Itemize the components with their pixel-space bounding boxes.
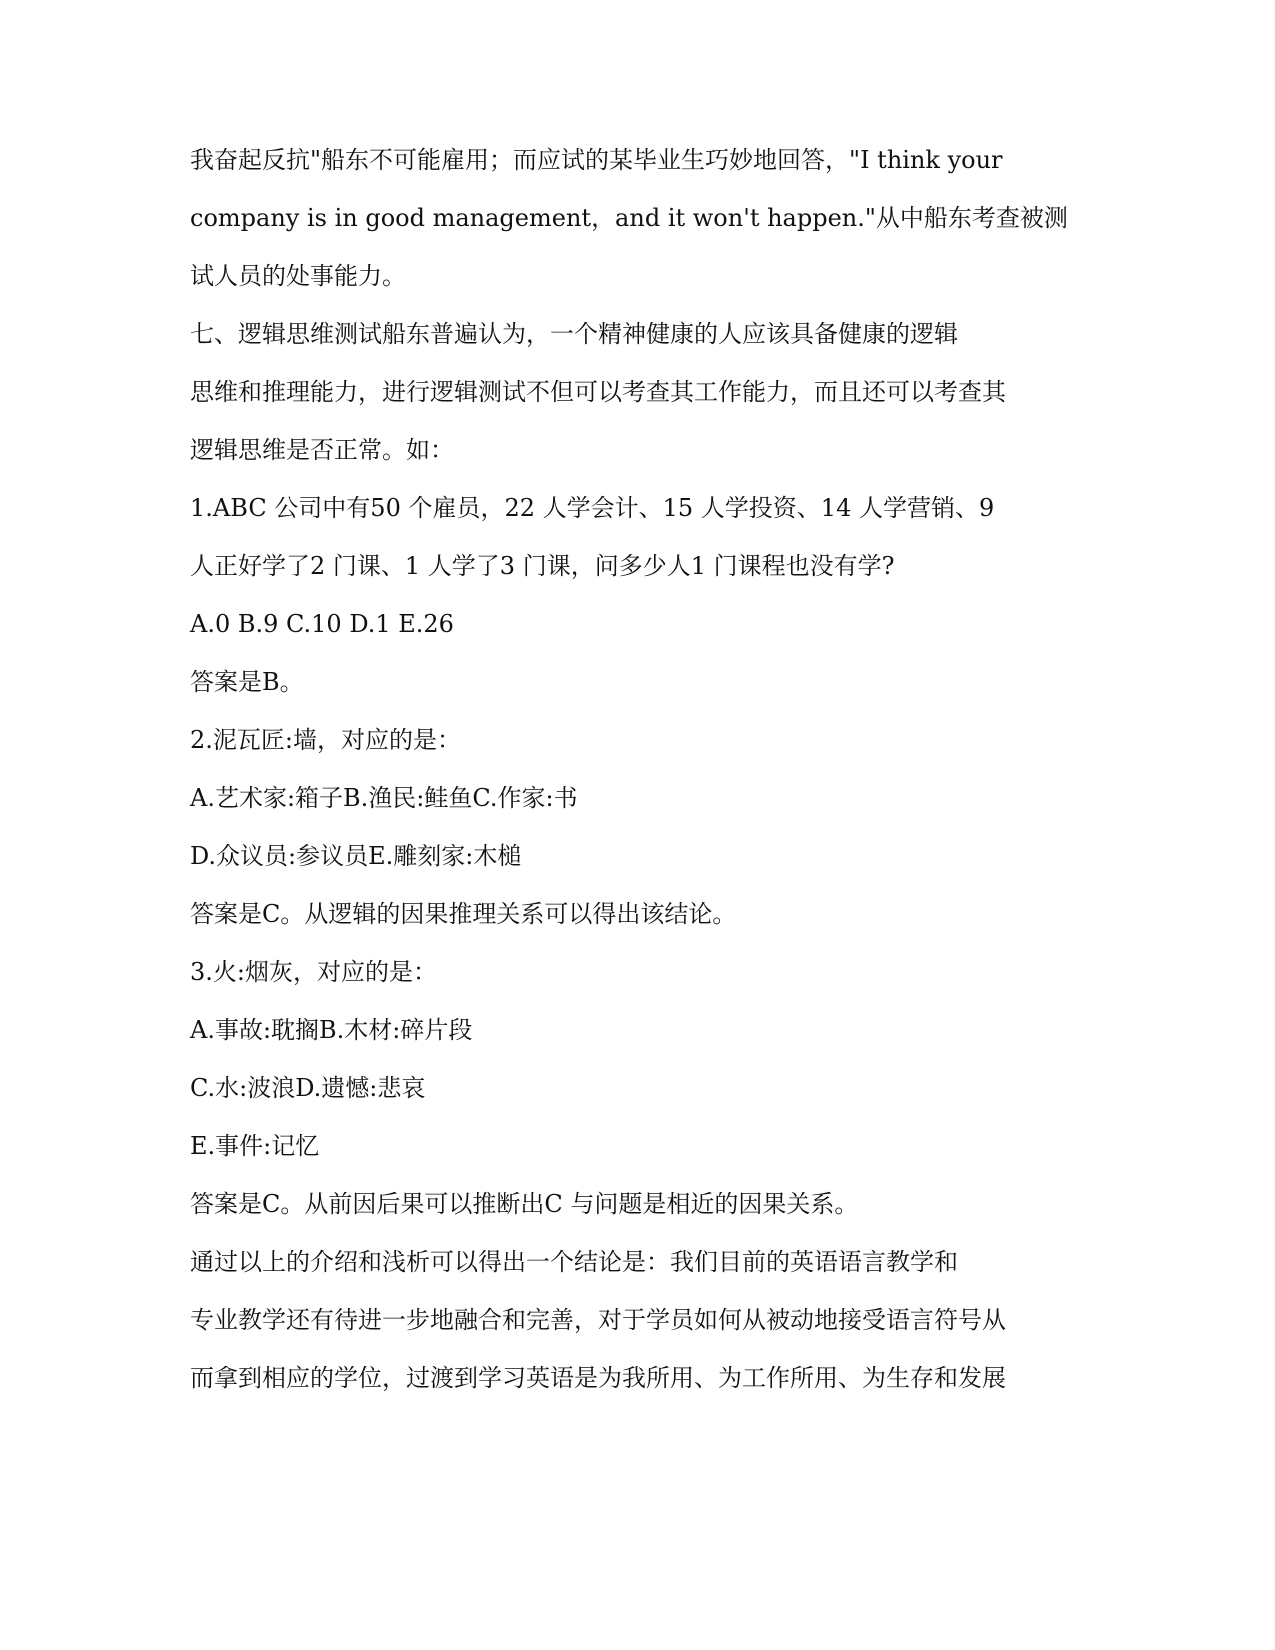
question-line: 人正好学了2 门课、1 人学了3 门课，问多少人1 门课程也没有学? xyxy=(190,552,895,580)
answer-line: 答案是C。从前因后果可以推断出C 与问题是相近的因果关系。 xyxy=(190,1190,859,1218)
options-line: C.水:波浪D.遗憾:悲哀 xyxy=(190,1074,426,1102)
options-line: A.艺术家:箱子B.渔民:鲑鱼C.作家:书 xyxy=(190,784,578,812)
answer-line: 答案是B。 xyxy=(190,668,304,696)
options-line: D.众议员:参议员E.雕刻家:木槌 xyxy=(190,842,522,870)
paragraph-line: 逻辑思维是否正常。如： xyxy=(190,436,454,464)
paragraph-line: company is in good management，and it won't happen."从中船东考查被测 xyxy=(190,204,1068,232)
paragraph-line: 通过以上的介绍和浅析可以得出一个结论是：我们目前的英语语言教学和 xyxy=(190,1248,958,1276)
options-line: E.事件:记忆 xyxy=(190,1132,320,1160)
paragraph-line: 我奋起反抗"船东不可能雇用；而应试的某毕业生巧妙地回答，"I think your xyxy=(190,146,1003,174)
section-heading-line: 七、逻辑思维测试船东普遍认为，一个精神健康的人应该具备健康的逻辑 xyxy=(190,320,958,348)
paragraph-line: 而拿到相应的学位，过渡到学习英语是为我所用、为工作所用、为生存和发展 xyxy=(190,1364,1006,1392)
paragraph-line: 思维和推理能力，进行逻辑测试不但可以考查其工作能力，而且还可以考查其 xyxy=(190,378,1006,406)
question-line: 1.ABC 公司中有50 个雇员，22 人学会计、15 人学投资、14 人学营销、9 xyxy=(190,494,995,522)
options-line: A.事故:耽搁B.木材:碎片段 xyxy=(190,1016,473,1044)
paragraph-line: 试人员的处事能力。 xyxy=(190,262,406,290)
options-line: A.0 B.9 C.10 D.1 E.26 xyxy=(190,610,454,638)
question-line: 2.泥瓦匠:墙，对应的是： xyxy=(190,726,461,754)
answer-line: 答案是C。从逻辑的因果推理关系可以得出该结论。 xyxy=(190,900,737,928)
paragraph-line: 专业教学还有待进一步地融合和完善，对于学员如何从被动地接受语言符号从 xyxy=(190,1306,1006,1334)
question-line: 3.火:烟灰，对应的是： xyxy=(190,958,437,986)
